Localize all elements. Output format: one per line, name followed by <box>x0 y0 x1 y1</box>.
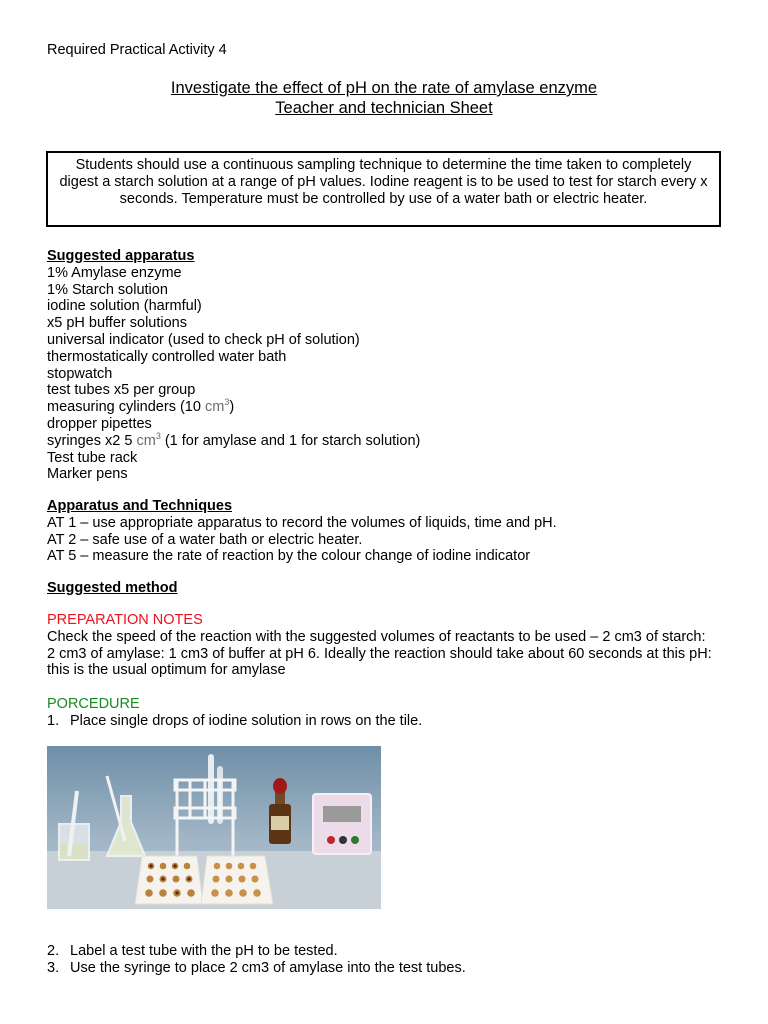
apparatus-item: Marker pens <box>47 466 128 483</box>
apparatus-photo-illustration <box>47 746 381 909</box>
prep-heading: PREPARATION NOTES <box>47 612 203 628</box>
step-number: 1. <box>47 712 60 729</box>
apparatus-item: dropper pipettes <box>47 415 152 432</box>
step-text: Use the syringe to place 2 cm3 of amylase into the test tubes. <box>70 959 466 976</box>
cylinders-close: ) <box>229 399 235 416</box>
apparatus-item: thermostatically controlled water bath <box>47 348 287 365</box>
step-text: Label a test tube with the pH to be tested. <box>70 943 338 959</box>
apparatus-item: x5 pH buffer solutions <box>47 315 187 332</box>
title-line-2: Teacher and technician Sheet <box>275 99 493 117</box>
procedure-step <box>47 713 422 730</box>
cylinders-unit <box>205 399 229 415</box>
cylinders-unit-sup: 3 <box>224 397 230 408</box>
technique-item: AT 2 – safe use of a water bath or electric heater. <box>47 531 363 548</box>
step-number: 3. <box>47 959 60 976</box>
procedure-heading: PORCEDURE <box>47 696 140 712</box>
apparatus-item: Test tube rack <box>47 449 138 466</box>
apparatus-item: universal indicator (used to check pH of solution) <box>47 331 360 348</box>
apparatus-item: iodine solution (harmful) <box>47 298 202 315</box>
cylinders-text: measuring cylinders (10 <box>47 399 205 416</box>
apparatus-item: test tubes x5 per group <box>47 382 196 399</box>
technique-item: AT 1 – use appropriate apparatus to record the volumes of liquids, time and pH. <box>47 514 557 531</box>
techniques-heading: Apparatus and Techniques <box>47 498 233 514</box>
techniques-section <box>47 498 557 565</box>
procedure-section <box>47 696 422 730</box>
title-line-1: Investigate the effect of pH on the rate of amylase enzyme <box>170 79 598 97</box>
procedure-step <box>47 960 466 977</box>
method-heading-block <box>47 580 178 597</box>
intro-box <box>46 151 721 227</box>
apparatus-item: stopwatch <box>47 365 113 382</box>
step-number: 2. <box>47 943 60 959</box>
syringes-unit <box>136 430 161 449</box>
syringes-unit-text: cm <box>136 432 156 449</box>
technique-item: AT 5 – measure the rate of reaction by the colour change of iodine indicator <box>47 548 531 565</box>
apparatus-item-syringes <box>47 430 421 450</box>
apparatus-item: 1% Starch solution <box>47 281 168 298</box>
activity-header: Required Practical Activity 4 <box>47 42 227 58</box>
syringes-text: syringes x2 5 <box>47 432 137 449</box>
prep-text: Check the speed of the reaction with the suggested volumes of reactants to be used – 2 cm3 of starch: 2 cm3 of amylase: 1 cm3 of buffer at pH 6. Ideally the reaction should take about 60 seconds at this pH: this is the usual optimum for amylase <box>47 628 712 679</box>
syringes-unit-sup: 3 <box>155 430 161 441</box>
intro-text: Students should use a continuous sampling technique to determine the time taken to completely digest a starch solution at a range of pH values. Iodine reagent is to be used to test for starch every x seconds. Temperature must be controlled by use of a water bath or electric heater. <box>59 157 708 207</box>
syringes-note: (1 for amylase and 1 for starch solution) <box>160 432 421 449</box>
apparatus-heading: Suggested apparatus <box>47 248 195 264</box>
apparatus-section <box>47 248 420 483</box>
procedure-step <box>47 943 466 960</box>
method-heading: Suggested method <box>47 580 178 596</box>
apparatus-item: 1% Amylase enzyme <box>47 264 182 281</box>
apparatus-photo <box>47 746 381 909</box>
apparatus-item-cylinders <box>47 399 420 416</box>
step-text: Place single drops of iodine solution in rows on the tile. <box>70 712 423 729</box>
prep-notes-section <box>47 612 717 679</box>
cylinders-unit-text: cm <box>204 399 225 416</box>
procedure-steps-continued <box>47 943 466 977</box>
